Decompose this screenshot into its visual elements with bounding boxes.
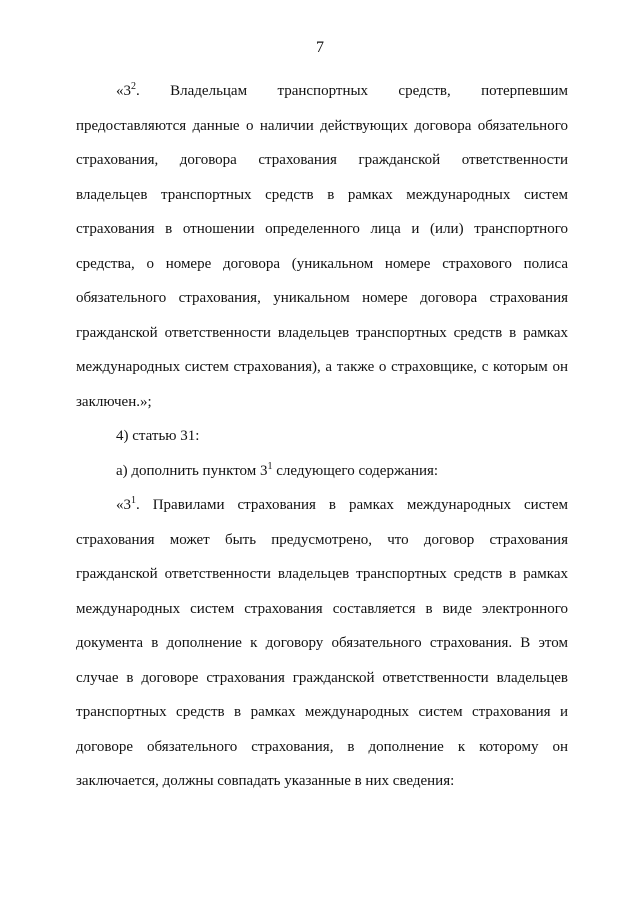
clause-3-2-superscript: 2 [131, 81, 136, 92]
paragraph-article-31: 4) статью 31: [116, 428, 200, 444]
paragraph-add-point [76, 454, 568, 489]
add-point-superscript: 1 [267, 460, 273, 472]
paragraph-clause-3-1 [76, 488, 568, 799]
paragraph-clause-3-2 [76, 74, 568, 419]
clause-3-1-superscript: 1 [131, 495, 136, 506]
clause-3-1-open: «3 [116, 497, 131, 513]
clause-3-2-open: «3 [116, 83, 131, 99]
clause-3-1-text: . Правилами страхования в рамках международных систем страхования может быть предусмотрено, что договор страхования гражданской ответственности владельцев транспортных средств в рамках международных систем страхования составляется в виде электронного документа в дополнение к договору обязательного страхования. В этом случае в договоре страхования гражданской ответственности владельцев транспортных средств в рамках международных систем страхования и договоре обязательного страхования, в дополнение к которому он заключается, должны совпадать указанные в них сведения: [76, 497, 568, 789]
add-point-text-before: а) дополнить пунктом 3 [116, 462, 268, 479]
clause-3-2-text: . Владельцам транспортных средств, потерпевшим предоставляются данные о наличии действующих договора обязательного страхования, договора страхования гражданской ответственности владельцев транспортных средств в рамках международных систем страхования в отношении определенного лица и (или) транспортного средства, о номере договора (уникальном номере страхового полиса обязательного страхования, уникальном номере договора страхования гражданской ответственности владельцев транспортных средств в рамках международных систем страхования), а также о страховщике, с которым он заключен.»; [76, 83, 568, 410]
page-number: 7 [316, 39, 324, 56]
document-body [76, 74, 568, 799]
add-point-text-after: следующего содержания: [272, 462, 439, 479]
